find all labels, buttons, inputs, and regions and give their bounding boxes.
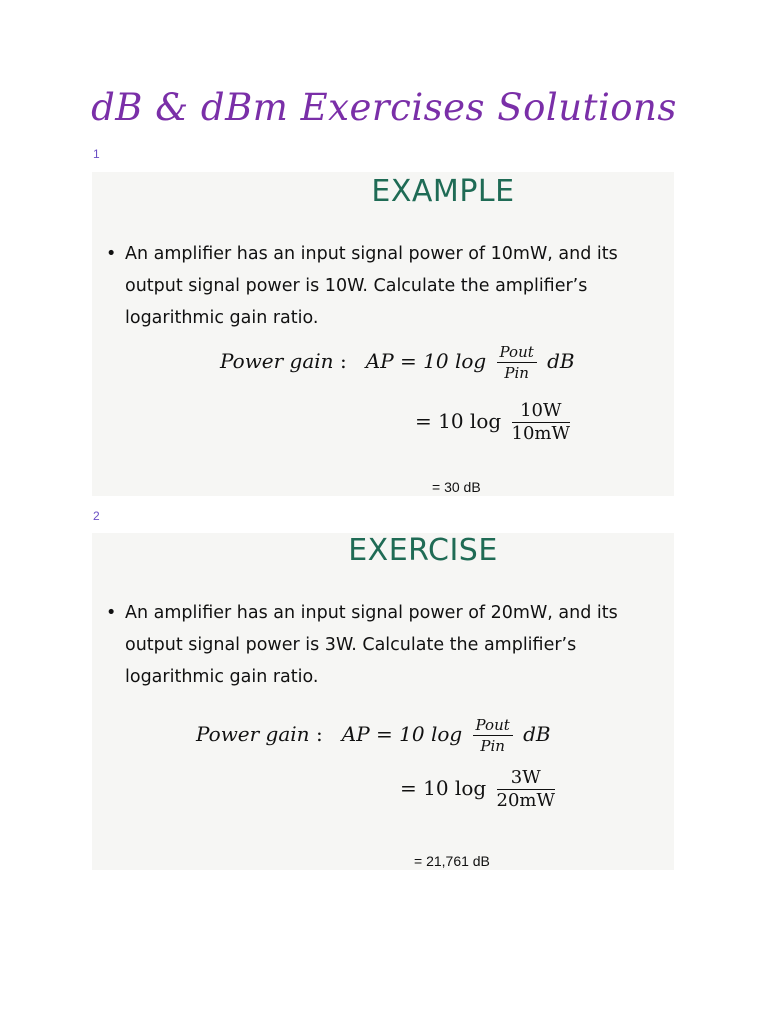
step-fraction (497, 767, 555, 812)
fraction-numerator: Pout (473, 715, 513, 736)
power-gain-formula (220, 342, 575, 383)
formula-label: Power gain (196, 722, 310, 746)
step-denominator: 10mW (511, 423, 571, 444)
step-prefix: = 10 log (400, 776, 487, 800)
formula-lhs: AP = 10 log (341, 722, 463, 746)
step-prefix: = 10 log (415, 409, 502, 433)
bullet-icon: • (106, 244, 117, 264)
result-value: = 21,761 dB (414, 853, 490, 869)
slide-heading: EXAMPLE (371, 174, 515, 209)
item-number: 2 (93, 509, 100, 523)
formula-colon: : (339, 349, 347, 373)
exercise-slide (92, 533, 674, 870)
step-numerator: 10W (512, 400, 570, 423)
problem-statement (106, 238, 668, 334)
formula-unit: dB (547, 349, 575, 373)
page-title: dB & dBm Exercises Solutions (91, 86, 677, 129)
step-numerator: 3W (497, 767, 555, 790)
fraction-denominator: Pin (480, 737, 505, 755)
formula-lhs: AP = 10 log (365, 349, 487, 373)
step-denominator: 20mW (496, 790, 556, 811)
formula-label: Power gain (220, 349, 334, 373)
item-number: 1 (93, 147, 100, 161)
formula-fraction (497, 342, 537, 383)
example-slide (92, 172, 674, 496)
formula-colon: : (315, 722, 323, 746)
formula-fraction (473, 715, 513, 756)
calculation-step (415, 400, 574, 445)
formula-unit: dB (523, 722, 551, 746)
slide-heading: EXERCISE (348, 533, 498, 568)
result-value: = 30 dB (432, 479, 481, 495)
bullet-icon: • (106, 603, 117, 623)
problem-text: An amplifier has an input signal power of 10mW, and its output signal power is 10W. Calculate the amplifier’s logarithmic gain ratio. (125, 244, 618, 328)
fraction-denominator: Pin (504, 364, 529, 382)
fraction-numerator: Pout (497, 342, 537, 363)
problem-text: An amplifier has an input signal power of 20mW, and its output signal power is 3W. Calculate the amplifier’s logarithmic gain ratio. (125, 603, 618, 687)
step-fraction (512, 400, 570, 445)
power-gain-formula (196, 715, 551, 756)
problem-statement (106, 597, 668, 693)
calculation-step (400, 767, 559, 812)
